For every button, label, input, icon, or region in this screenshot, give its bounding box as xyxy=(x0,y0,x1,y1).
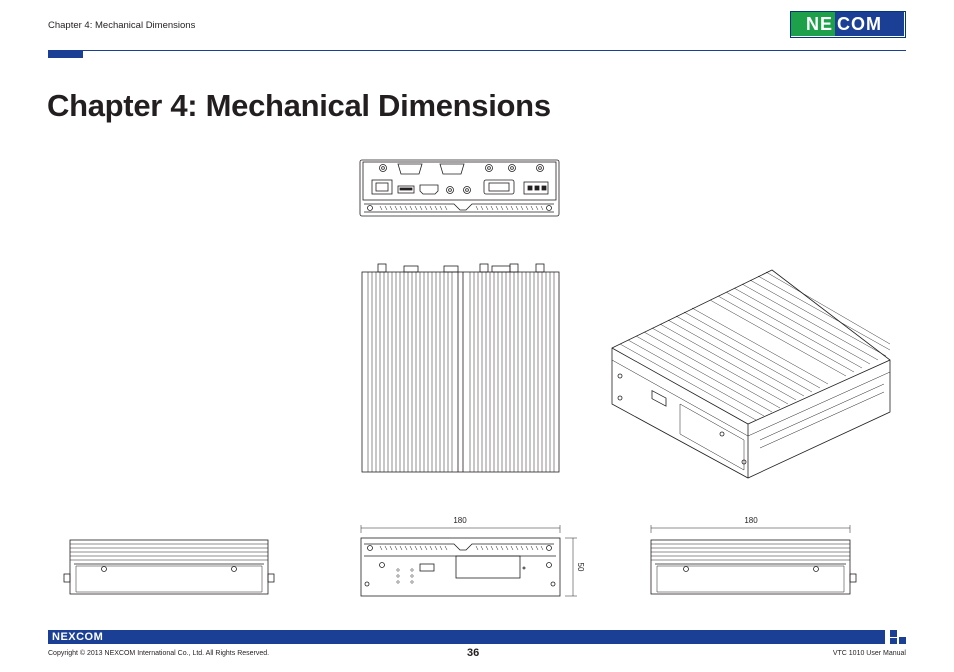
footer-logo: NEXCOM xyxy=(52,631,104,643)
logo-right: COM xyxy=(835,12,904,36)
front-fin-marks xyxy=(380,546,543,550)
iso-fins xyxy=(620,272,890,420)
rear-fin-marks xyxy=(380,206,543,210)
footer-square-2 xyxy=(899,637,906,644)
side-width-dim: 180 xyxy=(744,516,758,525)
manual-name: VTC 1010 User Manual xyxy=(832,650,906,657)
right-side-view xyxy=(651,525,856,594)
footer-square-3 xyxy=(890,638,897,644)
front-height-dim: 50 xyxy=(576,562,585,572)
footer-square-1 xyxy=(890,630,897,637)
rear-io-view xyxy=(360,160,559,216)
page-number: 36 xyxy=(467,647,480,659)
isometric-view xyxy=(612,270,890,478)
left-side-view xyxy=(64,540,274,594)
top-view xyxy=(362,264,559,472)
page-title: Chapter 4: Mechanical Dimensions xyxy=(47,88,551,123)
footer-copyright: Copyright © 2013 NEXCOM International Co., Ltd. All Rights Reserved. xyxy=(48,650,270,657)
right-fins xyxy=(651,544,850,560)
front-width-dim: 180 xyxy=(453,516,467,525)
front-view xyxy=(361,525,577,596)
left-fins xyxy=(70,544,268,560)
logo-left: NE xyxy=(791,12,835,36)
running-header: Chapter 4: Mechanical Dimensions xyxy=(48,20,196,31)
footer-bar xyxy=(48,630,885,644)
top-fins xyxy=(368,272,554,472)
